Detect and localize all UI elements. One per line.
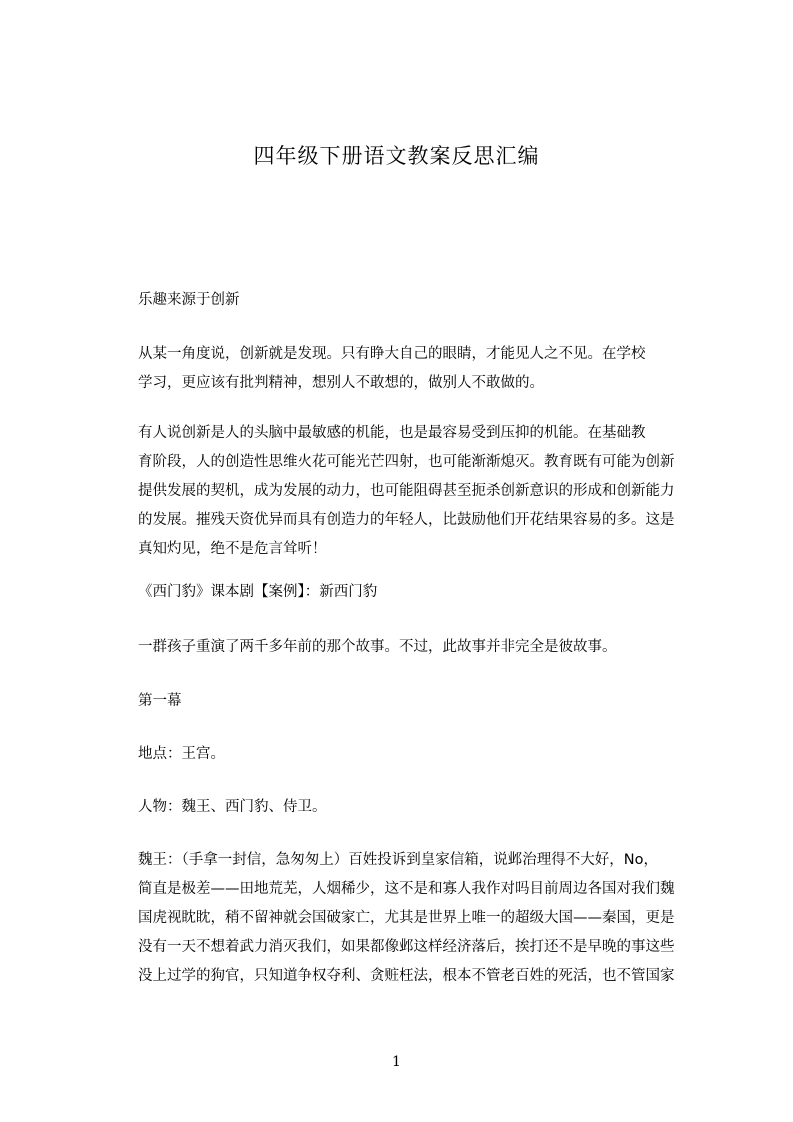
text-line: 从某一角度说，创新就是发现。只有睁大自己的眼睛，才能见人之不见。在学校 [138,346,646,362]
paragraph-innovation-mechanism [107,419,699,564]
text-line: 没有一天不想着武力消灭我们，如果都像邺这样经济落后，挨打还不是早晚的事这些 [138,939,675,955]
text-line: 有人说创新是人的头脑中最敏感的机能，也是最容易受到压抑的机能。在基础教 [138,425,646,441]
paragraph-king-speech [107,846,699,991]
text-line: 国虎视眈眈，稍不留神就会国破家亡，尤其是世界上唯一的超级大国——秦国，更是 [138,910,675,926]
paragraph-act-one [107,687,699,716]
text-line: 一群孩子重演了两千多年前的那个故事。不过，此故事并非完全是彼故事。 [138,639,617,655]
text-line: 简直是极差——田地荒芜，人烟稀少，这不是和寡人我作对吗目前周边各国对我们魏 [138,881,675,897]
text-line: 育阶段，人的创造性思维火花可能光芒四射，也可能渐渐熄灭。教育既有可能为创新 [138,454,675,470]
paragraph-heading-creativity [107,286,699,315]
document-title: 四年级下册语文教案反思汇编 [253,144,540,168]
text-line: 提供发展的契机，成为发展的动力，也可能阻碍甚至扼杀创新意识的形成和创新能力 [138,483,675,499]
text-line: 第一幕 [138,693,182,709]
text-line: 《西门豹》课本剧【案例】：新西门豹 [138,584,378,600]
text-line: 乐趣来源于创新 [138,292,240,308]
paragraph-characters [107,793,699,822]
text-line: 的发展。摧残天资优异而具有创造力的年轻人，比鼓励他们开花结果容易的多。这是 [138,512,675,528]
page-number: 1 [392,1054,401,1070]
text-line: 地点：王宫。 [138,746,225,762]
text-line: 人物：魏王、西门豹、侍卫。 [138,799,327,815]
paragraph-story-intro [107,633,699,662]
text-line: 真知灼见，绝不是危言耸听！ [138,541,327,557]
paragraph-location [107,740,699,769]
paragraph-discovery [107,340,699,398]
text-line: 没上过学的狗官，只知道争权夺利、贪赃枉法，根本不管老百姓的死活，也不管国家 [138,968,675,984]
text-line: 学习，更应该有批判精神，想别人不敢想的，做别人不敢做的。 [138,375,544,391]
text-line: 魏王：（手拿一封信，急匆匆上）百姓投诉到皇家信箱，说邺治理得不大好，No， [138,852,658,868]
paragraph-case-heading [107,578,699,607]
